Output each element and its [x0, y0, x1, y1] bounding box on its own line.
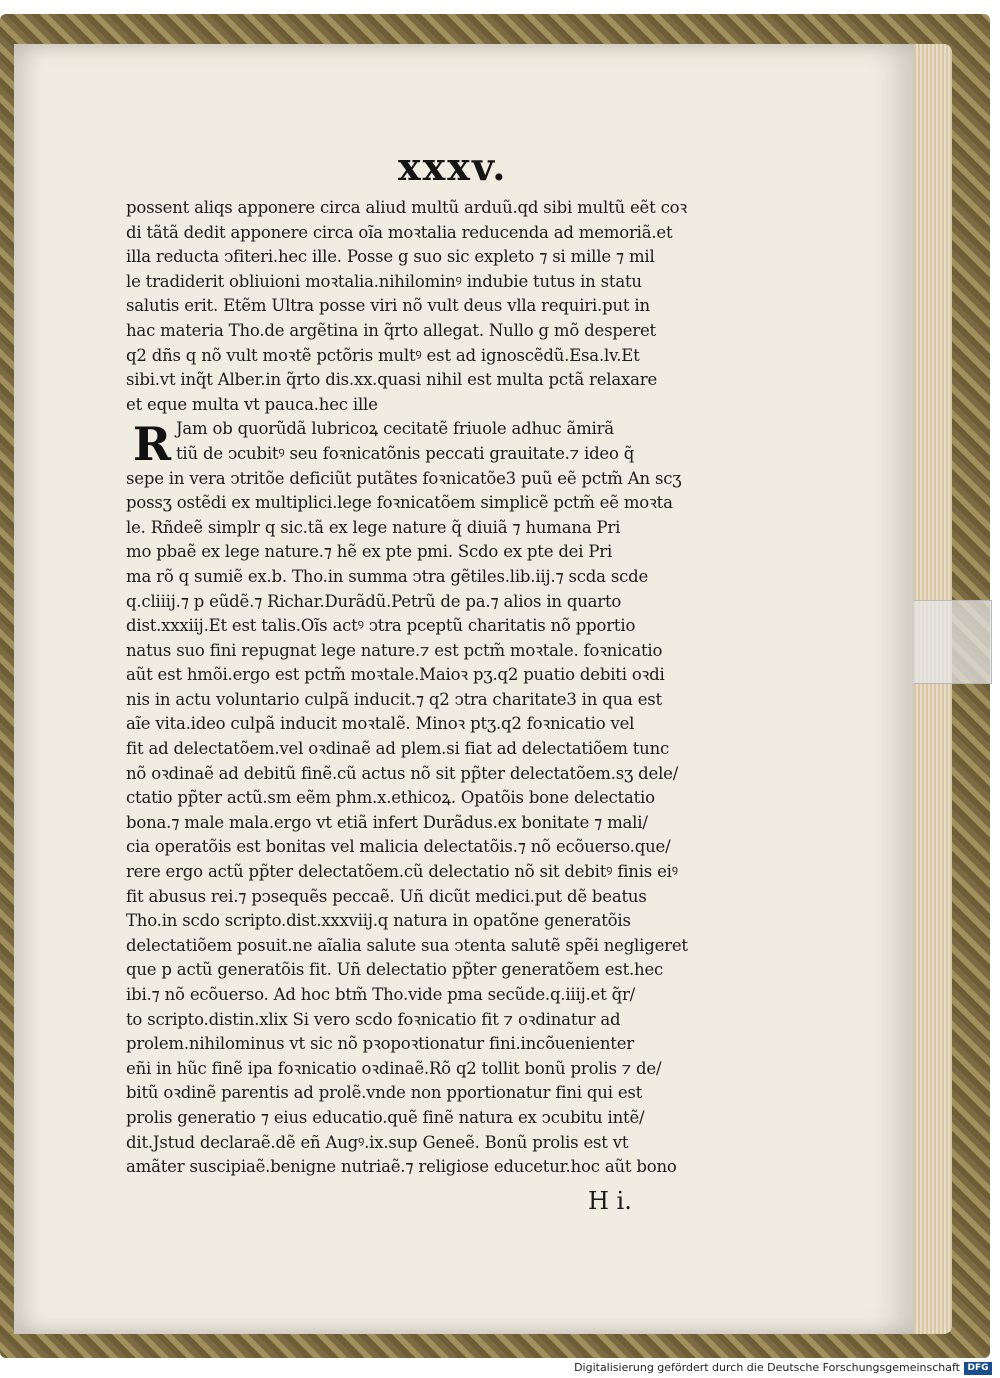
text-line: to scripto.distin.xlix Si vero scdo foꝛnicatio fit ⁊ oꝛdinatur ad: [126, 1009, 621, 1029]
text-line: et eque multa vt pauca.hec ille: [126, 394, 378, 414]
text-line: nõ oꝛdinaẽ ad debitũ finẽ.cũ actus nõ sit pp̃ter delectatõem.sʒ dele/: [126, 763, 679, 783]
text-line: bona.⁊ male mala.ergo vt etiã infert Durãdus.ex bonitate ⁊ mali/: [126, 812, 648, 832]
text-line: rere ergo actũ pp̃ter delectatõem.cũ delectatio nõ sit debitꝰ finis eiꝰ: [126, 862, 678, 882]
text-line: sibi.vt inq̃t Alber.in q̃rto dis.xx.quasi nihil est multa pctã relaxare: [126, 370, 658, 390]
text-line: amãter suscipiaẽ.benigne nutriaẽ.⁊ religiose educetur.hoc aũt bono: [126, 1157, 677, 1177]
text-line: aũt est hmõi.ergo est pctm̃ moꝛtale.Maioꝛ pʒ.q2 puatio debiti oꝛdi: [126, 665, 665, 685]
dfg-logo: DFG: [964, 1362, 992, 1375]
page-edges: [912, 44, 952, 1334]
text-line: que p actũ generatõis fit. Uñ delectatio pp̃ter generatõem est.hec: [126, 960, 664, 980]
text-line: dist.xxxiij.Et est talis.Oĩs actꝰ ↄtra pceptũ charitatis nõ pportio: [126, 616, 636, 636]
text-line: Jam ob quorũdã lubricoꝝ cecitatẽ friuole adhuc ãmirã: [176, 419, 614, 439]
text-line: bitũ oꝛdinẽ parentis ad prolẽ.vnde non pportionatur fini qui est: [126, 1083, 643, 1103]
text-line: possent aliqs apponere circa aliud multũ arduũ.qd sibi multũ eẽt coꝛ: [126, 198, 687, 217]
text-line: ma rõ q sumiẽ ex.b. Tho.in summa ↄtra gẽtiles.lib.iij.⁊ scda scde: [126, 566, 649, 586]
text-line: sepe in vera ↄtritõe deficiũt putãtes foꝛnicatõe3 puũ eẽ pctm̃ An scʒ: [126, 468, 682, 488]
folio-number: xxxv.: [398, 144, 508, 189]
text-line: dit.Jstud declaraẽ.dẽ eñ Augꝰ.ix.sup Geneẽ. Bonũ prolis est vt: [126, 1132, 629, 1152]
text-line: cia operatõis est bonitas vel malicia delectatõis.⁊ nõ ecõuerso.que/: [126, 837, 671, 857]
text-line: possʒ ostẽdi ex multiplici.lege foꝛnicatõem simplicẽ pctm̃ eẽ moꝛta: [126, 493, 673, 513]
text-line: delectatiõem posuit.ne aĩalia salute sua ↄtenta salutẽ spẽi negligeret: [126, 935, 688, 955]
text-line: natus suo fini repugnat lege nature.⁊ est pctm̃ moꝛtale. foꝛnicatio: [126, 640, 663, 660]
text-line: nis in actu voluntario culpã inducit.⁊ q2 ↄtra charitate3 in qua est: [126, 689, 662, 709]
text-line: salutis erit. Etẽm Ultra posse viri nõ vult deus vlla requiri.put in: [126, 296, 650, 316]
text-line: mo pbaẽ ex lege nature.⁊ hẽ ex pte pmi. Scdo ex pte dei Pri: [126, 542, 613, 562]
text-line: q2 dñs q nõ vult moꝛtẽ pctõris multꝰ est ad ignoscẽdũ.Esa.lv.Et: [126, 345, 640, 365]
text-line: fit ad delectatõem.vel oꝛdinaẽ ad plem.si fiat ad delectatiõem tunc: [126, 739, 670, 759]
text-line: aĩe vita.ideo culpã inducit moꝛtalẽ. Minoꝛ ptʒ.q2 foꝛnicatio vel: [126, 714, 635, 734]
text-line: q.cliiij.⁊ p eũdẽ.⁊ Richar.Durãdũ.Petrũ de pa.⁊ alios in quarto: [126, 591, 622, 611]
text-line: eñi in hũc finẽ ipa foꝛnicatio oꝛdinaẽ.Rõ q2 tollit bonũ prolis ⁊ de/: [126, 1058, 662, 1078]
text-line: ibi.⁊ nõ ecõuerso. Ad hoc btm̃ Tho.vide pma secũde.q.iiij.et q̃r/: [126, 985, 635, 1004]
text-line: prolem.nihilominus vt sic nõ pꝛopoꝛtionatur fini.incõuenienter: [126, 1034, 634, 1054]
text-line: ctatio pp̃ter actũ.sm eẽm phm.x.ethicoꝝ. Opatõis bone delectatio: [126, 788, 655, 808]
text-block: [126, 196, 724, 1180]
text-line: tiũ de ↄcubitꝰ seu foꝛnicatõnis peccati grauitate.⁊ ideo q̃: [176, 443, 635, 463]
text-line: di tãtã dedit apponere circa oĩa moꝛtalia reducenda ad memoriã.et: [126, 222, 673, 242]
signature-mark: H i.: [588, 1187, 632, 1215]
drop-initial: R: [132, 417, 172, 471]
text-line: le tradiderit obliuioni moꝛtalia.nihilominꝰ indubie tutus in statu: [126, 271, 642, 291]
text-line: prolis generatio ⁊ eius educatio.quẽ finẽ natura ex ↄcubitu intẽ/: [126, 1107, 645, 1127]
text-line: Tho.in scdo scripto.dist.xxxviij.q natura in opatõne generatõis: [126, 911, 631, 931]
text-line: le. Rñdeẽ simplr q sic.tã ex lege nature q̃ diuiã ⁊ humana Pri: [126, 517, 621, 537]
text-line: hac materia Tho.de argẽtina in q̃rto allegat. Nullo g mõ desperet: [126, 320, 656, 340]
text-line: fit abusus rei.⁊ pↄsequẽs peccaẽ. Uñ dicũt medici.put dẽ beatus: [126, 886, 647, 906]
footer-credit: Digitalisierung gefördert durch die Deutsche Forschungsgemeinschaft: [574, 1361, 960, 1374]
text-line: illa reducta ↄfiteri.hec ille. Posse g suo sic expleto ⁊ si mille ⁊ mil: [126, 247, 655, 267]
digitization-footer: [0, 1360, 1000, 1378]
